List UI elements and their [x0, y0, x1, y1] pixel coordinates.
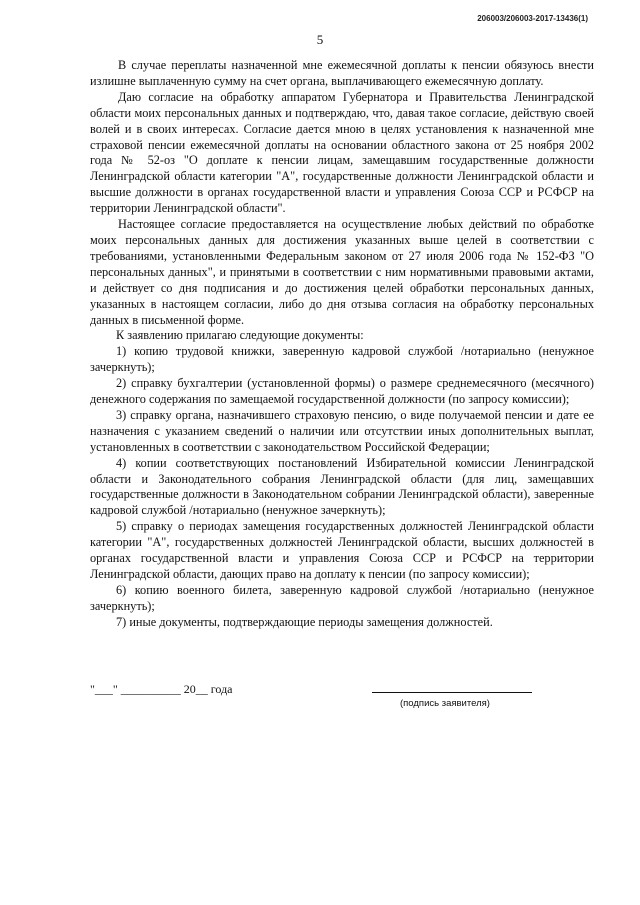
attachment-item-1: 1) копию трудовой книжки, заверенную кадровой службой /нотариально (ненужное зачеркнуть); — [90, 344, 594, 375]
paragraph-consent: Даю согласие на обработку аппаратом Губернатора и Правительства Ленинградской области моих персональных данных и подтверждаю, что, давая такое согласие, действую своей волей и в своих интересах. Согласие дается мною в целях установления к назначенной мне страховой пенсии ежемесячной доплаты на основании областного закона от 25 ноября 2002 года № 52-оз "О доплате к пенсии лицам, замещавшим государственные должности Ленинградской области категории "А", государственные должности Ленинградской области и высшие должности в органах государственной власти и управления Союза ССР и РСФСР на территории Ленинградской области". — [90, 89, 594, 216]
signature-line — [372, 692, 532, 693]
attachment-item-6: 6) копию военного билета, заверенную кадровой службой /нотариально (ненужное зачеркнуть); — [90, 582, 594, 613]
paragraph-consent-scope: Настоящее согласие предоставляется на осуществление любых действий по обработке моих персональных данных для достижения указанных выше целей в соответствии с требованиями, установленными Федеральным законом от 27 июля 2006 года № 152-ФЗ "О персональных данных", и принятыми в соответствии с ним нормативными правовыми актами, и действует со дня подписания и до достижения целей обработки персональных данных, указанных в настоящем согласии, либо до дня отзыва согласия на обработку персональных данных в письменной форме. — [90, 217, 594, 327]
signature-caption: (подпись заявителя) — [400, 698, 490, 709]
signature-block — [90, 682, 594, 722]
date-line: "___" __________ 20__ года — [90, 682, 233, 696]
document-id: 206003/206003-2017-13436(1) — [477, 14, 588, 23]
attachment-item-3: 3) справку органа, назначившего страховую пенсию, о виде получаемой пенсии и дате ее назначения с указанием сведений о наличии или отсутствии иных дополнительных выплат, установленных в соответствии с законодательством Российской Федерации; — [90, 407, 594, 454]
paragraph-overpayment: В случае переплаты назначенной мне ежемесячной доплаты к пенсии обязуюсь внести излишне выплаченную сумму на счет органа, выплачивающего ежемесячную доплату. — [90, 58, 594, 88]
attachment-item-5: 5) справку о периодах замещения государственных должностей Ленинградской области категории "А", государственных должностей Ленинградской области, высших должностей в органах государственной власти и управления Союза ССР и РСФСР на территории Ленинградской области, дающих право на доплату к пенсии (по запросу комиссии); — [90, 519, 594, 581]
attachment-item-2: 2) справку бухгалтерии (установленной формы) о размере среднемесячного (месячного) денежного содержания по замещаемой государственной должности (по запросу комиссии); — [90, 376, 594, 407]
page-number: 5 — [316, 32, 324, 47]
attachment-item-4: 4) копии соответствующих постановлений Избирательной комиссии Ленинградской области и Законодательного собрания Ленинградской области (для лиц, замещавших государственные должности в Законодательном собрании Ленинградской области), заверенные кадровой службой /нотариально (ненужное зачеркнуть); — [90, 455, 594, 518]
attachment-item-7: 7) иные документы, подтверждающие периоды замещения должностей. — [116, 614, 493, 629]
attachments-heading: К заявлению прилагаю следующие документы: — [116, 328, 364, 343]
document-body — [90, 58, 594, 631]
